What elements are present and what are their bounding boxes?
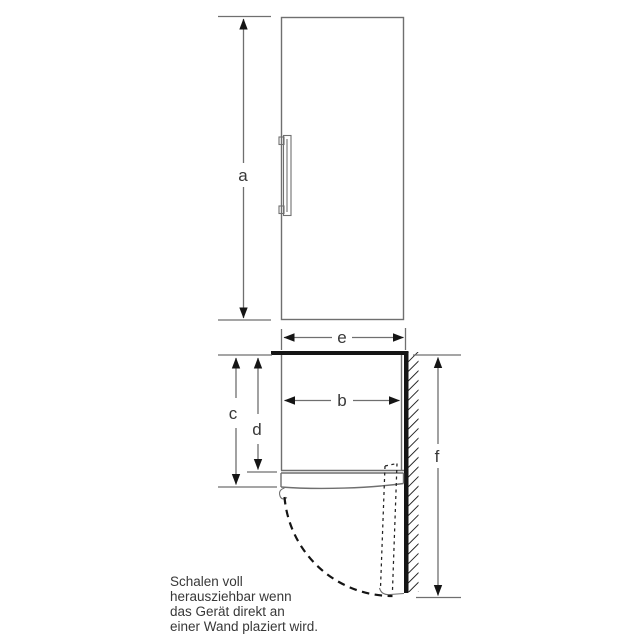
fridge-front-outline: [282, 18, 404, 320]
dimension-a: [218, 17, 271, 321]
dimension-d: [247, 358, 277, 472]
door-handle: [279, 136, 291, 216]
dimension-label-e: e: [337, 328, 347, 347]
door-open-inner-dash: [381, 466, 386, 588]
side-wall-line: [404, 351, 409, 593]
annotation-line-2: herausziehbar wenn: [170, 589, 292, 604]
back-wall-line: [271, 351, 409, 355]
fridge-front-view: [279, 18, 404, 320]
door-swing-arc: [285, 497, 393, 596]
annotation-line-4: einer Wand plaziert wird.: [170, 619, 319, 634]
door-closed-plan: [280, 473, 404, 499]
door-open-plan: [380, 464, 405, 595]
dimension-label-f: f: [434, 447, 440, 466]
door-open-outer-dash: [393, 464, 398, 591]
dimension-label-a: a: [238, 166, 248, 185]
dimension-label-c: c: [228, 404, 238, 423]
dimension-e: [282, 328, 406, 350]
annotation-line-1: Schalen voll: [170, 574, 243, 589]
door-open-bottom-curve: [380, 588, 405, 595]
dimension-f: [413, 355, 461, 598]
annotation-line-3: das Gerät direkt an: [170, 604, 285, 619]
door-front-curve: [281, 484, 404, 489]
dimension-c: [218, 355, 277, 487]
door-handle-plan: [280, 488, 287, 499]
dimension-label-d: d: [252, 420, 262, 439]
annotation-note: [170, 574, 318, 634]
door-open-top-dash: [385, 464, 397, 467]
wall-hatching: [409, 352, 419, 592]
dimension-label-b: b: [337, 391, 347, 410]
dimension-b: [285, 391, 400, 410]
